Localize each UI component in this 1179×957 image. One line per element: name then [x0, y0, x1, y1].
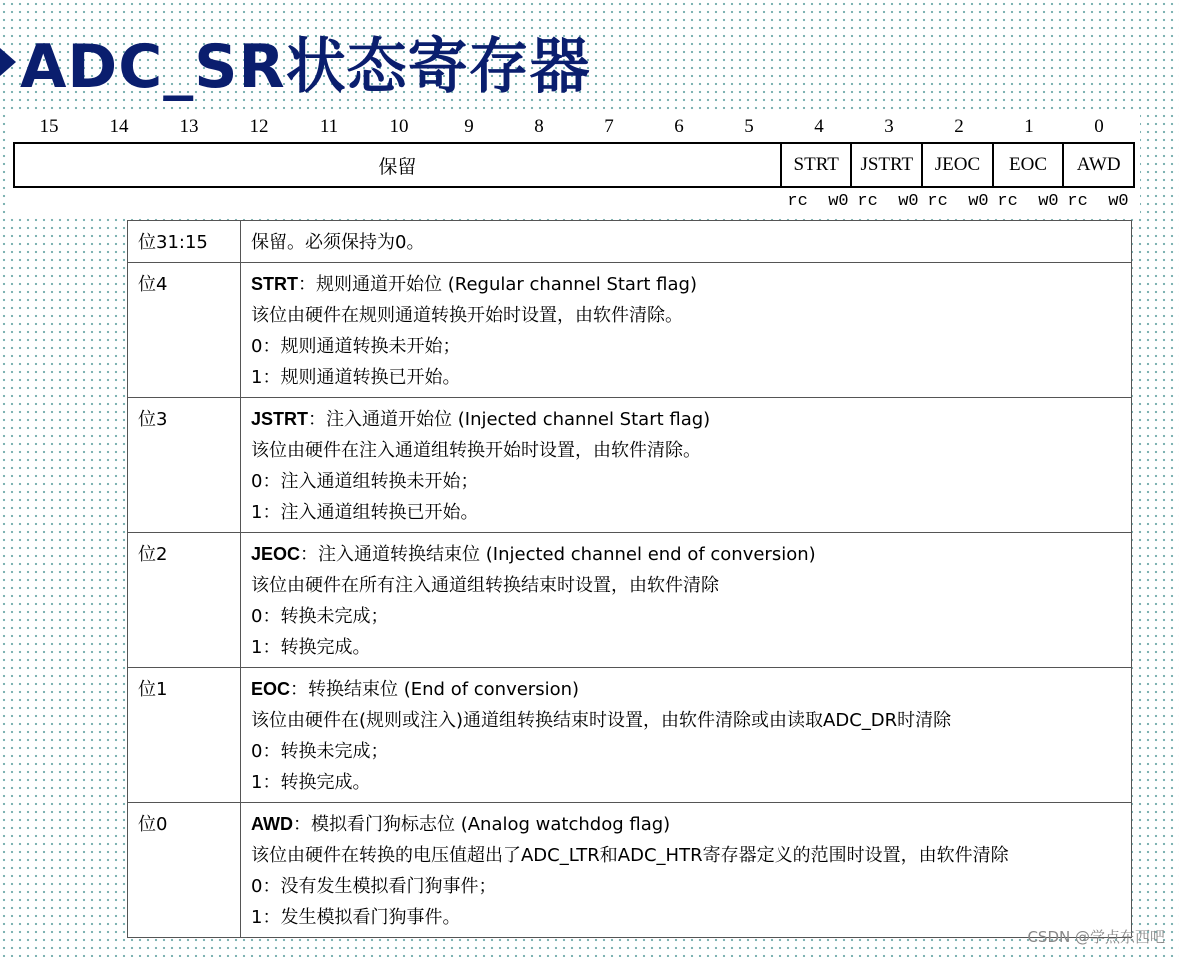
- bit-number: 11: [319, 116, 339, 137]
- field-headline-text: ：模拟看门狗标志位 (Analog watchdog flag): [293, 814, 671, 835]
- description-line: 该位由硬件在注入通道组转换开始时设置，由软件清除。: [251, 440, 701, 461]
- description-cell: [241, 263, 1132, 398]
- description-line: 该位由硬件在规则通道转换开始时设置，由软件清除。: [251, 305, 683, 326]
- description-cell: [241, 668, 1132, 803]
- description-line: 保留。必须保持为0。: [251, 232, 425, 253]
- bit-number-row: [14, 116, 1134, 142]
- table-row: [128, 533, 1132, 668]
- title-bar: [0, 22, 700, 102]
- bit-number: 13: [179, 116, 199, 137]
- field-name: STRT: [251, 274, 298, 294]
- bit-number: 2: [954, 116, 964, 137]
- bit-number: 7: [604, 116, 614, 137]
- bit-cell: [128, 398, 241, 533]
- description-cell: [241, 803, 1132, 938]
- field-headline-text: ：转换结束位 (End of conversion): [290, 679, 580, 700]
- access-eoc: rc w0: [997, 192, 1059, 211]
- description-line: 0：注入通道组转换未开始；: [251, 471, 479, 492]
- field-name: JEOC: [251, 544, 301, 564]
- table-row: [128, 668, 1132, 803]
- bit-label: 位4: [138, 274, 168, 295]
- field-jeoc: JEOC: [921, 144, 992, 186]
- bit-cell: [128, 221, 241, 263]
- page-title: ADC_SR状态寄存器: [20, 32, 591, 102]
- description-line: 该位由硬件在(规则或注入)通道组转换结束时设置，由软件清除或由读取ADC_DR时清除: [251, 710, 952, 731]
- description-line: 1：注入通道组转换已开始。: [251, 502, 479, 523]
- field-name: AWD: [251, 814, 293, 834]
- bit-cell: [128, 803, 241, 938]
- bit-number: 4: [814, 116, 824, 137]
- reserved-field: 保留: [378, 155, 417, 178]
- field-awd: AWD: [1062, 144, 1133, 186]
- table-row: [128, 803, 1132, 938]
- access-strt: rc w0: [787, 192, 849, 211]
- bit-number: 5: [744, 116, 754, 137]
- bit-cell: [128, 533, 241, 668]
- bit-label: 位0: [138, 814, 168, 835]
- bit-number: 6: [674, 116, 684, 137]
- bit-number: 3: [884, 116, 894, 137]
- description-line: 0：没有发生模拟看门狗事件；: [251, 876, 497, 897]
- description-line: 0：转换未完成；: [251, 606, 389, 627]
- bit-number: 14: [109, 116, 129, 137]
- field-headline: [251, 674, 1121, 705]
- field-name: EOC: [251, 679, 291, 699]
- register-diagram: [10, 112, 1140, 216]
- bit-label: 位2: [138, 544, 168, 565]
- description-line: 0：转换未完成；: [251, 741, 389, 762]
- description-line: 1：规则通道转换已开始。: [251, 367, 461, 388]
- field-jstrt: JSTRT: [850, 144, 921, 186]
- bit-description-table: [127, 220, 1132, 938]
- description-line: 该位由硬件在所有注入通道组转换结束时设置，由软件清除: [251, 575, 719, 596]
- table-row: [128, 221, 1132, 263]
- field-name: JSTRT: [251, 409, 309, 429]
- bit-number: 8: [534, 116, 544, 137]
- field-headline: [251, 539, 1121, 570]
- triangle-bullet-icon: [0, 48, 16, 76]
- description-line: 该位由硬件在转换的电压值超出了ADC_LTR和ADC_HTR寄存器定义的范围时设置，由软件清除: [251, 845, 1009, 866]
- bit-cell: [128, 668, 241, 803]
- bit-label: 位3: [138, 409, 168, 430]
- bit-number: 10: [389, 116, 409, 137]
- field-headline: [251, 404, 1121, 435]
- field-headline: [251, 269, 1121, 300]
- bit-number: 1: [1024, 116, 1034, 137]
- description-cell: [241, 533, 1132, 668]
- access-jstrt: rc w0: [857, 192, 919, 211]
- bit-label: 位1: [138, 679, 168, 700]
- field-eoc: EOC: [992, 144, 1063, 186]
- bit-label: 位31:15: [138, 232, 208, 253]
- access-row: [783, 192, 1133, 214]
- bit-cell: [128, 263, 241, 398]
- description-cell: [241, 398, 1132, 533]
- bit-number: 0: [1094, 116, 1104, 137]
- table-row: [128, 398, 1132, 533]
- access-jeoc: rc w0: [927, 192, 989, 211]
- field-headline-text: ：注入通道开始位 (Injected channel Start flag): [308, 409, 711, 430]
- bit-number: 9: [464, 116, 474, 137]
- field-headline-text: ：规则通道开始位 (Regular channel Start flag): [298, 274, 697, 295]
- access-awd: rc w0: [1067, 192, 1129, 211]
- description-line: 1：转换完成。: [251, 637, 371, 658]
- description-cell: [241, 221, 1132, 263]
- field-headline-text: ：注入通道转换结束位 (Injected channel end of conversion): [300, 544, 816, 565]
- bit-number: 12: [249, 116, 269, 137]
- watermark: CSDN @学点东西吧: [1027, 928, 1165, 946]
- table-row: [128, 263, 1132, 398]
- description-line: 1：发生模拟看门狗事件。: [251, 907, 461, 928]
- description-line: 0：规则通道转换未开始；: [251, 336, 461, 357]
- register-box: [13, 142, 1135, 188]
- description-line: 1：转换完成。: [251, 772, 371, 793]
- bit-number: 15: [39, 116, 59, 137]
- field-headline: [251, 809, 1121, 840]
- field-strt: STRT: [780, 144, 851, 186]
